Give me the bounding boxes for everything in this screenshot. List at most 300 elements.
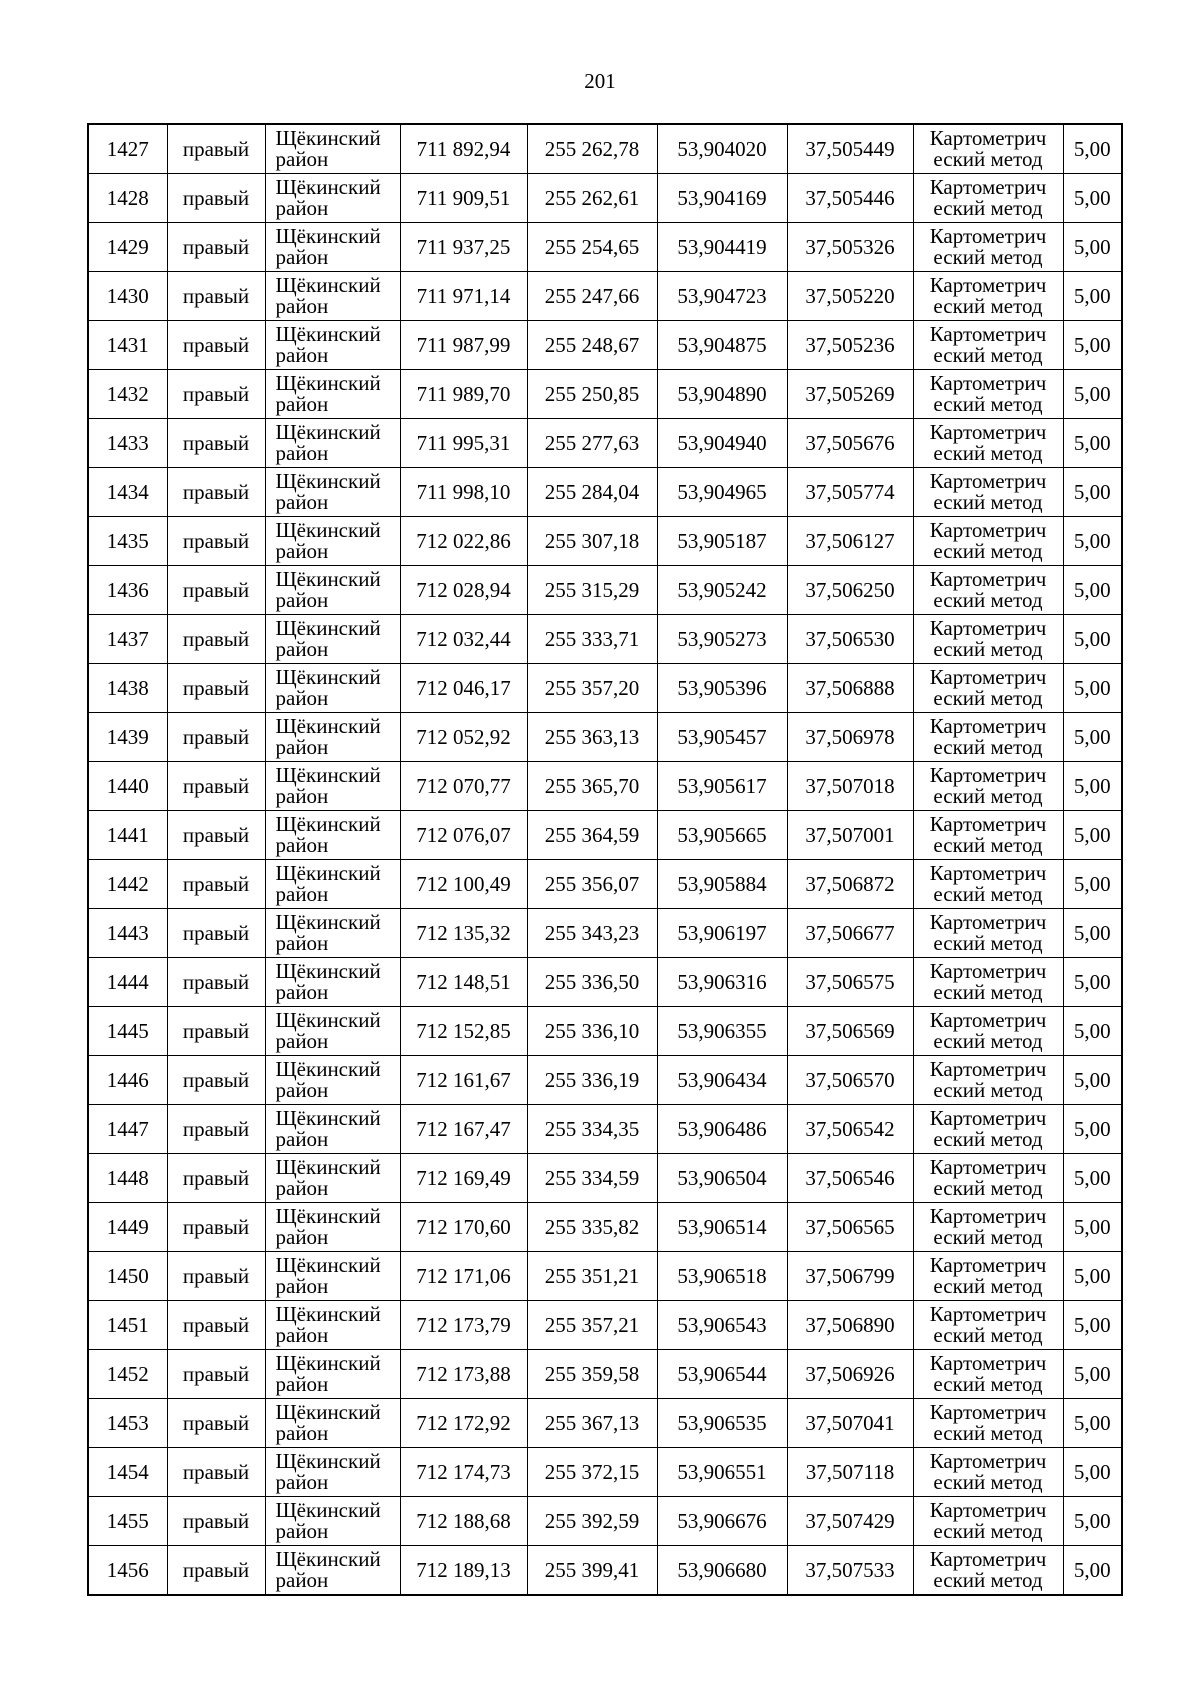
y-coordinate-cell: 255 343,23: [527, 909, 657, 958]
district-cell: [265, 272, 400, 321]
latitude-cell: 53,906676: [657, 1497, 787, 1546]
accuracy-cell: 5,00: [1063, 713, 1122, 762]
side-cell: правый: [167, 1301, 265, 1350]
side-cell: правый: [167, 811, 265, 860]
latitude-cell: 53,906518: [657, 1252, 787, 1301]
table-row: [88, 1007, 1122, 1056]
method-cell: [913, 762, 1063, 811]
latitude-cell: 53,904875: [657, 321, 787, 370]
y-coordinate-cell: 255 334,59: [527, 1154, 657, 1203]
district-line-2: район: [275, 147, 329, 171]
method-line-1: Картометрич: [929, 1155, 1047, 1179]
method-line-2: еский метод: [933, 1470, 1043, 1494]
point-number-cell: 1436: [88, 566, 167, 615]
point-number-cell: 1444: [88, 958, 167, 1007]
y-coordinate-cell: 255 333,71: [527, 615, 657, 664]
district-cell: [265, 223, 400, 272]
district-line-2: район: [275, 1470, 329, 1494]
method-line-1: Картометрич: [929, 959, 1047, 983]
point-number-cell: 1427: [88, 124, 167, 174]
method-line-2: еский метод: [933, 686, 1043, 710]
x-coordinate-cell: 712 170,60: [400, 1203, 527, 1252]
district-line-1: Щёкинский: [275, 371, 381, 395]
method-line-2: еский метод: [933, 1225, 1043, 1249]
x-coordinate-cell: 712 172,92: [400, 1399, 527, 1448]
accuracy-cell: 5,00: [1063, 1399, 1122, 1448]
method-cell: [913, 1497, 1063, 1546]
latitude-cell: 53,904940: [657, 419, 787, 468]
x-coordinate-cell: 712 046,17: [400, 664, 527, 713]
side-cell: правый: [167, 419, 265, 468]
latitude-cell: 53,904169: [657, 174, 787, 223]
x-coordinate-cell: 711 995,31: [400, 419, 527, 468]
y-coordinate-cell: 255 367,13: [527, 1399, 657, 1448]
district-line-2: район: [275, 833, 329, 857]
district-line-2: район: [275, 1519, 329, 1543]
latitude-cell: 53,904419: [657, 223, 787, 272]
longitude-cell: 37,506872: [787, 860, 913, 909]
longitude-cell: 37,507533: [787, 1546, 913, 1596]
accuracy-cell: 5,00: [1063, 174, 1122, 223]
method-line-2: еский метод: [933, 1519, 1043, 1543]
method-cell: [913, 1399, 1063, 1448]
accuracy-cell: 5,00: [1063, 1007, 1122, 1056]
method-line-1: Картометрич: [929, 1449, 1047, 1473]
method-line-1: Картометрич: [929, 714, 1047, 738]
point-number-cell: 1446: [88, 1056, 167, 1105]
point-number-cell: 1452: [88, 1350, 167, 1399]
method-line-2: еский метод: [933, 784, 1043, 808]
district-line-2: район: [275, 784, 329, 808]
x-coordinate-cell: 712 028,94: [400, 566, 527, 615]
longitude-cell: 37,506250: [787, 566, 913, 615]
district-line-1: Щёкинский: [275, 1008, 381, 1032]
longitude-cell: 37,506530: [787, 615, 913, 664]
side-cell: правый: [167, 664, 265, 713]
district-cell: [265, 1007, 400, 1056]
district-line-1: Щёкинский: [275, 567, 381, 591]
method-cell: [913, 909, 1063, 958]
method-cell: [913, 1350, 1063, 1399]
side-cell: правый: [167, 1203, 265, 1252]
district-line-2: район: [275, 1127, 329, 1151]
latitude-cell: 53,905273: [657, 615, 787, 664]
method-cell: [913, 1203, 1063, 1252]
method-line-2: еский метод: [933, 147, 1043, 171]
method-cell: [913, 419, 1063, 468]
district-line-2: район: [275, 931, 329, 955]
latitude-cell: 53,906514: [657, 1203, 787, 1252]
method-line-2: еский метод: [933, 196, 1043, 220]
method-line-2: еский метод: [933, 637, 1043, 661]
y-coordinate-cell: 255 277,63: [527, 419, 657, 468]
latitude-cell: 53,905457: [657, 713, 787, 762]
side-cell: правый: [167, 615, 265, 664]
table-row: [88, 1252, 1122, 1301]
method-line-1: Картометрич: [929, 371, 1047, 395]
accuracy-cell: 5,00: [1063, 958, 1122, 1007]
accuracy-cell: 5,00: [1063, 1154, 1122, 1203]
longitude-cell: 37,505774: [787, 468, 913, 517]
district-line-1: Щёкинский: [275, 1302, 381, 1326]
method-line-1: Картометрич: [929, 518, 1047, 542]
district-line-2: район: [275, 980, 329, 1004]
accuracy-cell: 5,00: [1063, 615, 1122, 664]
point-number-cell: 1453: [88, 1399, 167, 1448]
method-line-2: еский метод: [933, 931, 1043, 955]
longitude-cell: 37,506890: [787, 1301, 913, 1350]
method-line-2: еский метод: [933, 833, 1043, 857]
district-cell: [265, 1154, 400, 1203]
accuracy-cell: 5,00: [1063, 1448, 1122, 1497]
y-coordinate-cell: 255 335,82: [527, 1203, 657, 1252]
method-cell: [913, 124, 1063, 174]
side-cell: правый: [167, 909, 265, 958]
district-cell: [265, 1203, 400, 1252]
method-line-1: Картометрич: [929, 861, 1047, 885]
point-number-cell: 1440: [88, 762, 167, 811]
latitude-cell: 53,906486: [657, 1105, 787, 1154]
coordinates-table: [87, 123, 1123, 1596]
side-cell: правый: [167, 468, 265, 517]
side-cell: правый: [167, 958, 265, 1007]
side-cell: правый: [167, 370, 265, 419]
district-line-1: Щёкинский: [275, 714, 381, 738]
longitude-cell: 37,505326: [787, 223, 913, 272]
side-cell: правый: [167, 1399, 265, 1448]
method-line-1: Картометрич: [929, 812, 1047, 836]
accuracy-cell: 5,00: [1063, 272, 1122, 321]
x-coordinate-cell: 712 076,07: [400, 811, 527, 860]
point-number-cell: 1429: [88, 223, 167, 272]
method-cell: [913, 860, 1063, 909]
y-coordinate-cell: 255 357,20: [527, 664, 657, 713]
y-coordinate-cell: 255 336,10: [527, 1007, 657, 1056]
x-coordinate-cell: 712 174,73: [400, 1448, 527, 1497]
district-line-1: Щёкинский: [275, 1547, 381, 1571]
latitude-cell: 53,906316: [657, 958, 787, 1007]
method-cell: [913, 713, 1063, 762]
table-row: [88, 1350, 1122, 1399]
method-line-2: еский метод: [933, 735, 1043, 759]
district-line-1: Щёкинский: [275, 273, 381, 297]
x-coordinate-cell: 712 032,44: [400, 615, 527, 664]
district-line-1: Щёкинский: [275, 420, 381, 444]
district-line-1: Щёкинский: [275, 322, 381, 346]
x-coordinate-cell: 712 152,85: [400, 1007, 527, 1056]
point-number-cell: 1455: [88, 1497, 167, 1546]
district-line-1: Щёкинский: [275, 959, 381, 983]
longitude-cell: 37,506570: [787, 1056, 913, 1105]
method-line-2: еский метод: [933, 343, 1043, 367]
accuracy-cell: 5,00: [1063, 1301, 1122, 1350]
latitude-cell: 53,905617: [657, 762, 787, 811]
district-line-1: Щёкинский: [275, 518, 381, 542]
district-cell: [265, 566, 400, 615]
y-coordinate-cell: 255 248,67: [527, 321, 657, 370]
x-coordinate-cell: 711 909,51: [400, 174, 527, 223]
longitude-cell: 37,507001: [787, 811, 913, 860]
side-cell: правый: [167, 223, 265, 272]
table-row: [88, 419, 1122, 468]
side-cell: правый: [167, 1252, 265, 1301]
longitude-cell: 37,505446: [787, 174, 913, 223]
side-cell: правый: [167, 860, 265, 909]
table-row: [88, 860, 1122, 909]
method-line-1: Картометрич: [929, 567, 1047, 591]
x-coordinate-cell: 712 173,88: [400, 1350, 527, 1399]
accuracy-cell: 5,00: [1063, 517, 1122, 566]
method-line-1: Картометрич: [929, 1302, 1047, 1326]
district-line-2: район: [275, 1029, 329, 1053]
accuracy-cell: 5,00: [1063, 1546, 1122, 1596]
method-line-2: еский метод: [933, 1323, 1043, 1347]
accuracy-cell: 5,00: [1063, 1252, 1122, 1301]
latitude-cell: 53,906504: [657, 1154, 787, 1203]
latitude-cell: 53,904965: [657, 468, 787, 517]
y-coordinate-cell: 255 356,07: [527, 860, 657, 909]
table-row: [88, 566, 1122, 615]
x-coordinate-cell: 711 989,70: [400, 370, 527, 419]
district-cell: [265, 1056, 400, 1105]
accuracy-cell: 5,00: [1063, 1203, 1122, 1252]
side-cell: правый: [167, 272, 265, 321]
method-line-1: Картометрич: [929, 1008, 1047, 1032]
method-cell: [913, 1448, 1063, 1497]
table-row: [88, 321, 1122, 370]
y-coordinate-cell: 255 392,59: [527, 1497, 657, 1546]
district-cell: [265, 1301, 400, 1350]
method-line-2: еский метод: [933, 392, 1043, 416]
district-line-2: район: [275, 490, 329, 514]
y-coordinate-cell: 255 250,85: [527, 370, 657, 419]
district-line-1: Щёкинский: [275, 616, 381, 640]
district-line-2: район: [275, 637, 329, 661]
district-line-1: Щёкинский: [275, 1106, 381, 1130]
district-cell: [265, 713, 400, 762]
district-line-1: Щёкинский: [275, 126, 381, 150]
district-line-2: район: [275, 1274, 329, 1298]
y-coordinate-cell: 255 399,41: [527, 1546, 657, 1596]
district-line-2: район: [275, 1372, 329, 1396]
side-cell: правый: [167, 1350, 265, 1399]
longitude-cell: 37,505676: [787, 419, 913, 468]
point-number-cell: 1430: [88, 272, 167, 321]
point-number-cell: 1428: [88, 174, 167, 223]
district-line-1: Щёкинский: [275, 812, 381, 836]
table-row: [88, 713, 1122, 762]
district-line-1: Щёкинский: [275, 1351, 381, 1375]
district-line-2: район: [275, 686, 329, 710]
district-cell: [265, 664, 400, 713]
longitude-cell: 37,505269: [787, 370, 913, 419]
table-row: [88, 664, 1122, 713]
side-cell: правый: [167, 124, 265, 174]
method-cell: [913, 1546, 1063, 1596]
latitude-cell: 53,905884: [657, 860, 787, 909]
x-coordinate-cell: 712 173,79: [400, 1301, 527, 1350]
method-line-1: Картометрич: [929, 420, 1047, 444]
method-line-2: еский метод: [933, 1127, 1043, 1151]
side-cell: правый: [167, 1056, 265, 1105]
y-coordinate-cell: 255 334,35: [527, 1105, 657, 1154]
accuracy-cell: 5,00: [1063, 1056, 1122, 1105]
x-coordinate-cell: 712 171,06: [400, 1252, 527, 1301]
y-coordinate-cell: 255 359,58: [527, 1350, 657, 1399]
side-cell: правый: [167, 566, 265, 615]
side-cell: правый: [167, 321, 265, 370]
method-line-2: еский метод: [933, 588, 1043, 612]
method-cell: [913, 811, 1063, 860]
longitude-cell: 37,506799: [787, 1252, 913, 1301]
method-line-2: еский метод: [933, 441, 1043, 465]
table-row: [88, 1105, 1122, 1154]
table-row: [88, 124, 1122, 174]
method-cell: [913, 272, 1063, 321]
method-cell: [913, 1301, 1063, 1350]
method-line-1: Картометрич: [929, 1547, 1047, 1571]
district-line-2: район: [275, 1176, 329, 1200]
latitude-cell: 53,904723: [657, 272, 787, 321]
district-cell: [265, 958, 400, 1007]
longitude-cell: 37,506888: [787, 664, 913, 713]
district-line-1: Щёкинский: [275, 1057, 381, 1081]
latitude-cell: 53,905242: [657, 566, 787, 615]
method-cell: [913, 1007, 1063, 1056]
side-cell: правый: [167, 1546, 265, 1596]
table-row: [88, 468, 1122, 517]
accuracy-cell: 5,00: [1063, 566, 1122, 615]
method-line-2: еский метод: [933, 980, 1043, 1004]
longitude-cell: 37,506978: [787, 713, 913, 762]
page-number: 201: [584, 69, 616, 93]
method-line-1: Картометрич: [929, 1498, 1047, 1522]
table-row: [88, 1154, 1122, 1203]
method-cell: [913, 1105, 1063, 1154]
y-coordinate-cell: 255 254,65: [527, 223, 657, 272]
district-line-2: район: [275, 1078, 329, 1102]
point-number-cell: 1456: [88, 1546, 167, 1596]
point-number-cell: 1450: [88, 1252, 167, 1301]
x-coordinate-cell: 712 148,51: [400, 958, 527, 1007]
table-body: [88, 124, 1122, 1595]
district-line-2: район: [275, 294, 329, 318]
district-cell: [265, 124, 400, 174]
longitude-cell: 37,507018: [787, 762, 913, 811]
point-number-cell: 1438: [88, 664, 167, 713]
table-row: [88, 762, 1122, 811]
latitude-cell: 53,905396: [657, 664, 787, 713]
side-cell: правый: [167, 1007, 265, 1056]
method-cell: [913, 174, 1063, 223]
method-line-2: еский метод: [933, 1029, 1043, 1053]
longitude-cell: 37,505236: [787, 321, 913, 370]
method-line-1: Картометрич: [929, 1204, 1047, 1228]
method-line-2: еский метод: [933, 1078, 1043, 1102]
district-line-1: Щёкинский: [275, 665, 381, 689]
district-line-2: район: [275, 1323, 329, 1347]
y-coordinate-cell: 255 357,21: [527, 1301, 657, 1350]
x-coordinate-cell: 711 892,94: [400, 124, 527, 174]
method-line-2: еский метод: [933, 539, 1043, 563]
point-number-cell: 1441: [88, 811, 167, 860]
accuracy-cell: 5,00: [1063, 762, 1122, 811]
latitude-cell: 53,906197: [657, 909, 787, 958]
method-line-2: еский метод: [933, 882, 1043, 906]
longitude-cell: 37,507118: [787, 1448, 913, 1497]
district-line-2: район: [275, 1225, 329, 1249]
district-cell: [265, 1546, 400, 1596]
district-line-2: район: [275, 882, 329, 906]
district-cell: [265, 468, 400, 517]
accuracy-cell: 5,00: [1063, 124, 1122, 174]
district-line-1: Щёкинский: [275, 224, 381, 248]
latitude-cell: 53,905187: [657, 517, 787, 566]
y-coordinate-cell: 255 364,59: [527, 811, 657, 860]
y-coordinate-cell: 255 363,13: [527, 713, 657, 762]
table-row: [88, 370, 1122, 419]
method-cell: [913, 370, 1063, 419]
y-coordinate-cell: 255 351,21: [527, 1252, 657, 1301]
method-line-2: еский метод: [933, 1176, 1043, 1200]
method-line-1: Картометрич: [929, 1400, 1047, 1424]
point-number-cell: 1447: [88, 1105, 167, 1154]
y-coordinate-cell: 255 372,15: [527, 1448, 657, 1497]
side-cell: правый: [167, 1448, 265, 1497]
y-coordinate-cell: 255 284,04: [527, 468, 657, 517]
district-cell: [265, 370, 400, 419]
accuracy-cell: 5,00: [1063, 1105, 1122, 1154]
district-cell: [265, 1497, 400, 1546]
method-line-1: Картометрич: [929, 126, 1047, 150]
side-cell: правый: [167, 1497, 265, 1546]
table-row: [88, 909, 1122, 958]
method-line-1: Картометрич: [929, 616, 1047, 640]
method-line-1: Картометрич: [929, 1351, 1047, 1375]
side-cell: правый: [167, 713, 265, 762]
longitude-cell: 37,506926: [787, 1350, 913, 1399]
district-cell: [265, 860, 400, 909]
latitude-cell: 53,906680: [657, 1546, 787, 1596]
point-number-cell: 1432: [88, 370, 167, 419]
y-coordinate-cell: 255 315,29: [527, 566, 657, 615]
district-line-2: район: [275, 588, 329, 612]
district-cell: [265, 811, 400, 860]
x-coordinate-cell: 712 022,86: [400, 517, 527, 566]
y-coordinate-cell: 255 365,70: [527, 762, 657, 811]
table-row: [88, 1203, 1122, 1252]
latitude-cell: 53,906544: [657, 1350, 787, 1399]
side-cell: правый: [167, 517, 265, 566]
district-cell: [265, 321, 400, 370]
x-coordinate-cell: 712 100,49: [400, 860, 527, 909]
x-coordinate-cell: 711 971,14: [400, 272, 527, 321]
table-row: [88, 1301, 1122, 1350]
method-cell: [913, 223, 1063, 272]
district-line-1: Щёкинский: [275, 1400, 381, 1424]
district-line-1: Щёкинский: [275, 1155, 381, 1179]
district-line-1: Щёкинский: [275, 175, 381, 199]
accuracy-cell: 5,00: [1063, 909, 1122, 958]
method-line-1: Картометрич: [929, 1106, 1047, 1130]
method-cell: [913, 566, 1063, 615]
table-row: [88, 1448, 1122, 1497]
method-line-2: еский метод: [933, 245, 1043, 269]
district-line-2: район: [275, 735, 329, 759]
method-line-1: Картометрич: [929, 175, 1047, 199]
method-line-1: Картометрич: [929, 469, 1047, 493]
district-line-2: район: [275, 1421, 329, 1445]
